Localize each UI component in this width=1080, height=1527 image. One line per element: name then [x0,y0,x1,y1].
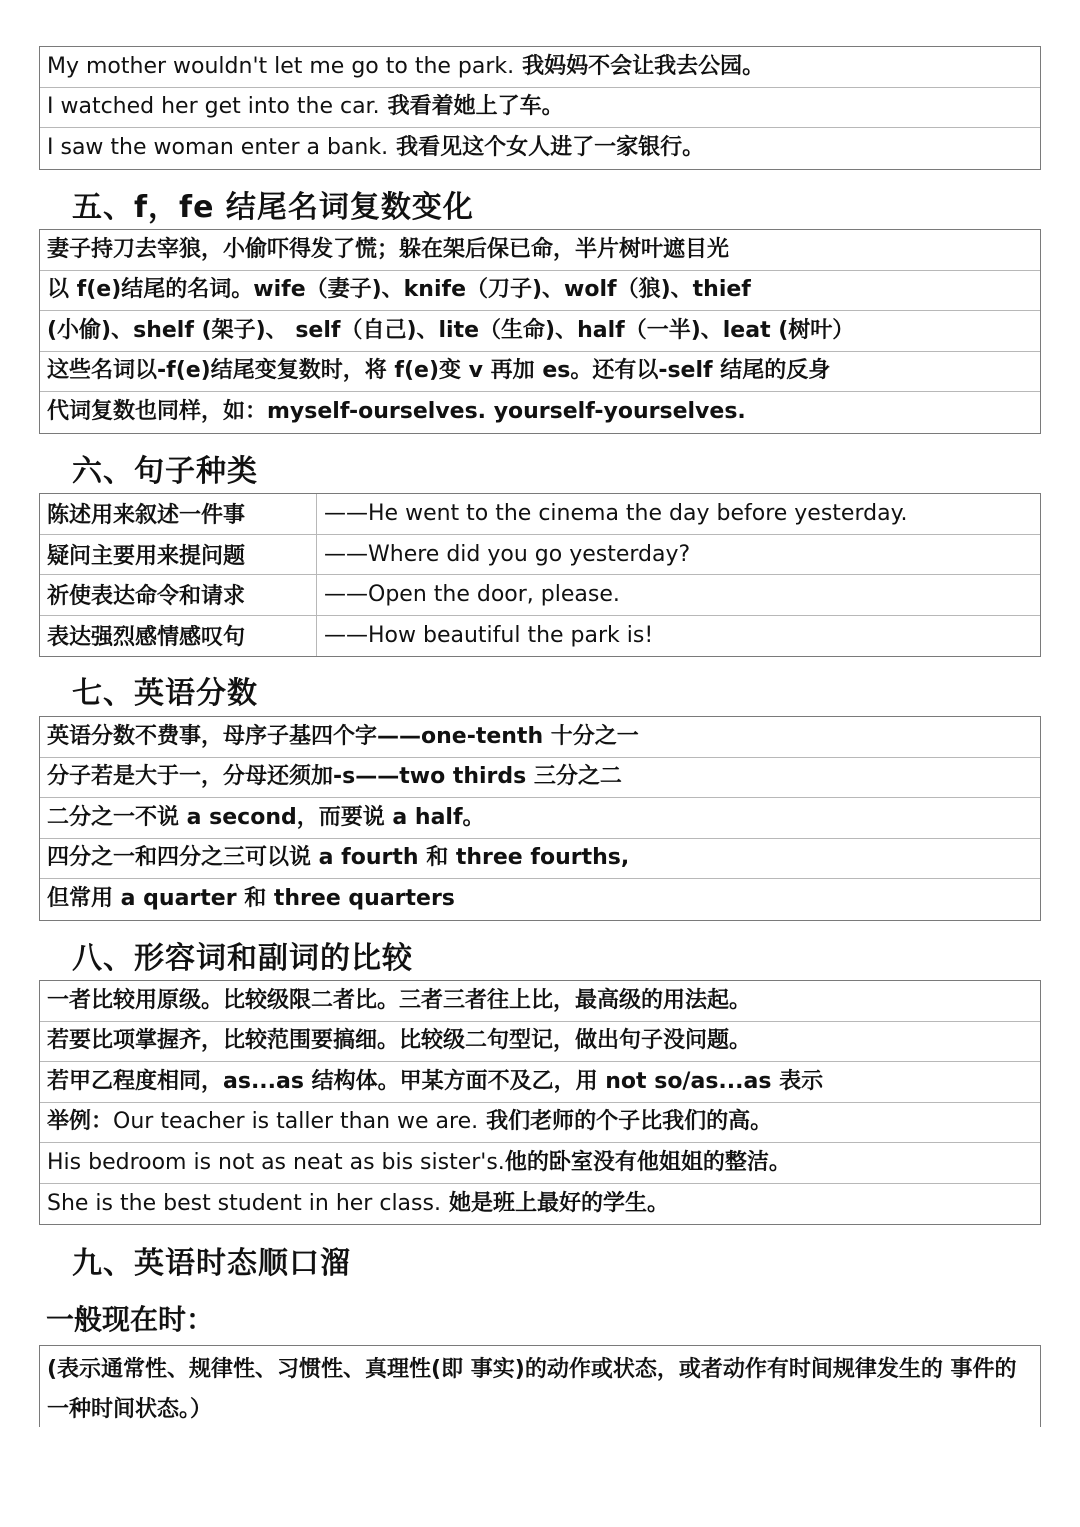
section-heading-sentence-types: 六、句子种类 [72,454,258,489]
english-sentence: His bedroom is not as neat as bis sister's. [47,1149,505,1175]
table-row: 妻子持刀去宰狼，小偷吓得发了慌；躲在架后保已命，半片树叶遮目光 [40,230,1040,271]
table-row: 代词复数也同样，如：myself-ourselves. yourself-yourselves. [47,399,746,425]
table-row [40,88,1040,129]
simple-present-table [39,1345,1041,1427]
sentence-type-label: 表达强烈感情感叹句 [40,616,317,657]
english-sentence: She is the best student in her class. [47,1190,441,1216]
sentence-type-example: ——Where did you go yesterday? [324,541,691,567]
table-row: 二分之一不说 a second，而要说 a half。 [40,798,1040,839]
simple-present-definition: (表示通常性、规律性、习惯性、真理性(即 事实)的动作或状态，或者动作有时间规律发生的 事件的一种时间状态。） [47,1357,1017,1422]
section-heading-tenses: 九、英语时态顺口溜 [72,1246,351,1281]
sentence-type-example: ——He went to the cinema the day before yesterday. [324,501,908,527]
sentence-type-example: ——Open the door, please. [324,582,620,608]
sentence-type-label: 祈使表达命令和请求 [40,575,317,615]
section-heading-plural-nouns: 五、f，fe 结尾名词复数变化 [72,190,474,225]
example-label: 举例： [47,1109,114,1135]
table-row [40,1143,1040,1184]
table-row: 四分之一和四分之三可以说 a fourth 和 three fourths, [40,839,1040,880]
table-row: 一者比较用原级。比较级限二者比。三者三者往上比，最高级的用法起。 [40,981,1040,1022]
section-heading-fractions: 七、英语分数 [72,676,258,711]
table-row: 英语分数不费事，母序子基四个字——one-tenth 十分之一 [40,717,1040,758]
chinese-translation: 我看见这个女人进了一家银行。 [396,135,705,161]
table-row [40,535,1040,576]
table-row: (小偷)、shelf (架子)、 self（自己)、lite（生命)、half（一半)、leat (树叶） [40,311,1040,352]
table-row: 但常用 a quarter 和 three quarters [47,886,455,912]
table-row: 若甲乙程度相同，as...as 结构体。甲某方面不及乙，用 not so/as...as 表示 [40,1062,1040,1103]
plural-nouns-table [39,229,1041,434]
table-row: 这些名词以-f(e)结尾变复数时，将 f(e)变 v 再加 es。还有以-self 结尾的反身 [40,352,1040,393]
table-row [40,47,1040,88]
sentence-types-table [39,493,1041,657]
chinese-translation: 她是班上最好的学生。 [448,1190,669,1216]
sentence-type-label: 疑问主要用来提问题 [40,535,317,575]
comparison-table [39,980,1041,1225]
sentence-type-example: ——How beautiful the park is! [324,623,654,649]
section-heading-comparison: 八、形容词和副词的比较 [72,941,413,976]
sentence-type-label: 陈述用来叙述一件事 [40,494,317,534]
table-row [40,616,1040,657]
example-sentences-table [39,46,1041,170]
table-row [40,1103,1040,1144]
table-row [40,575,1040,616]
fractions-table [39,716,1041,921]
chinese-translation: 我看着她上了车。 [387,94,564,120]
english-sentence: My mother wouldn't let me go to the park. [47,53,515,79]
chinese-translation: 我妈妈不会让我去公园。 [522,53,765,79]
english-sentence: I saw the woman enter a bank. [47,135,389,161]
table-row: 以 f(e)结尾的名词。wife（妻子)、knife（刀子)、wolf（狼)、thief [40,271,1040,312]
subheading-simple-present: 一般现在时： [46,1303,215,1336]
table-row: 分子若是大于一，分母还须加-s——two thirds 三分之二 [40,758,1040,799]
chinese-translation: 他的卧室没有他姐姐的整洁。 [504,1149,791,1175]
table-row [40,494,1040,535]
english-sentence: I watched her get into the car. [47,94,380,120]
table-row [40,128,1040,169]
table-row [40,1184,1040,1225]
table-row: 若要比项掌握齐，比较范围要搞细。比较级二句型记，做出句子没问题。 [40,1022,1040,1063]
english-sentence: Our teacher is taller than we are. [113,1109,479,1135]
chinese-translation: 我们老师的个子比我们的高。 [486,1109,773,1135]
